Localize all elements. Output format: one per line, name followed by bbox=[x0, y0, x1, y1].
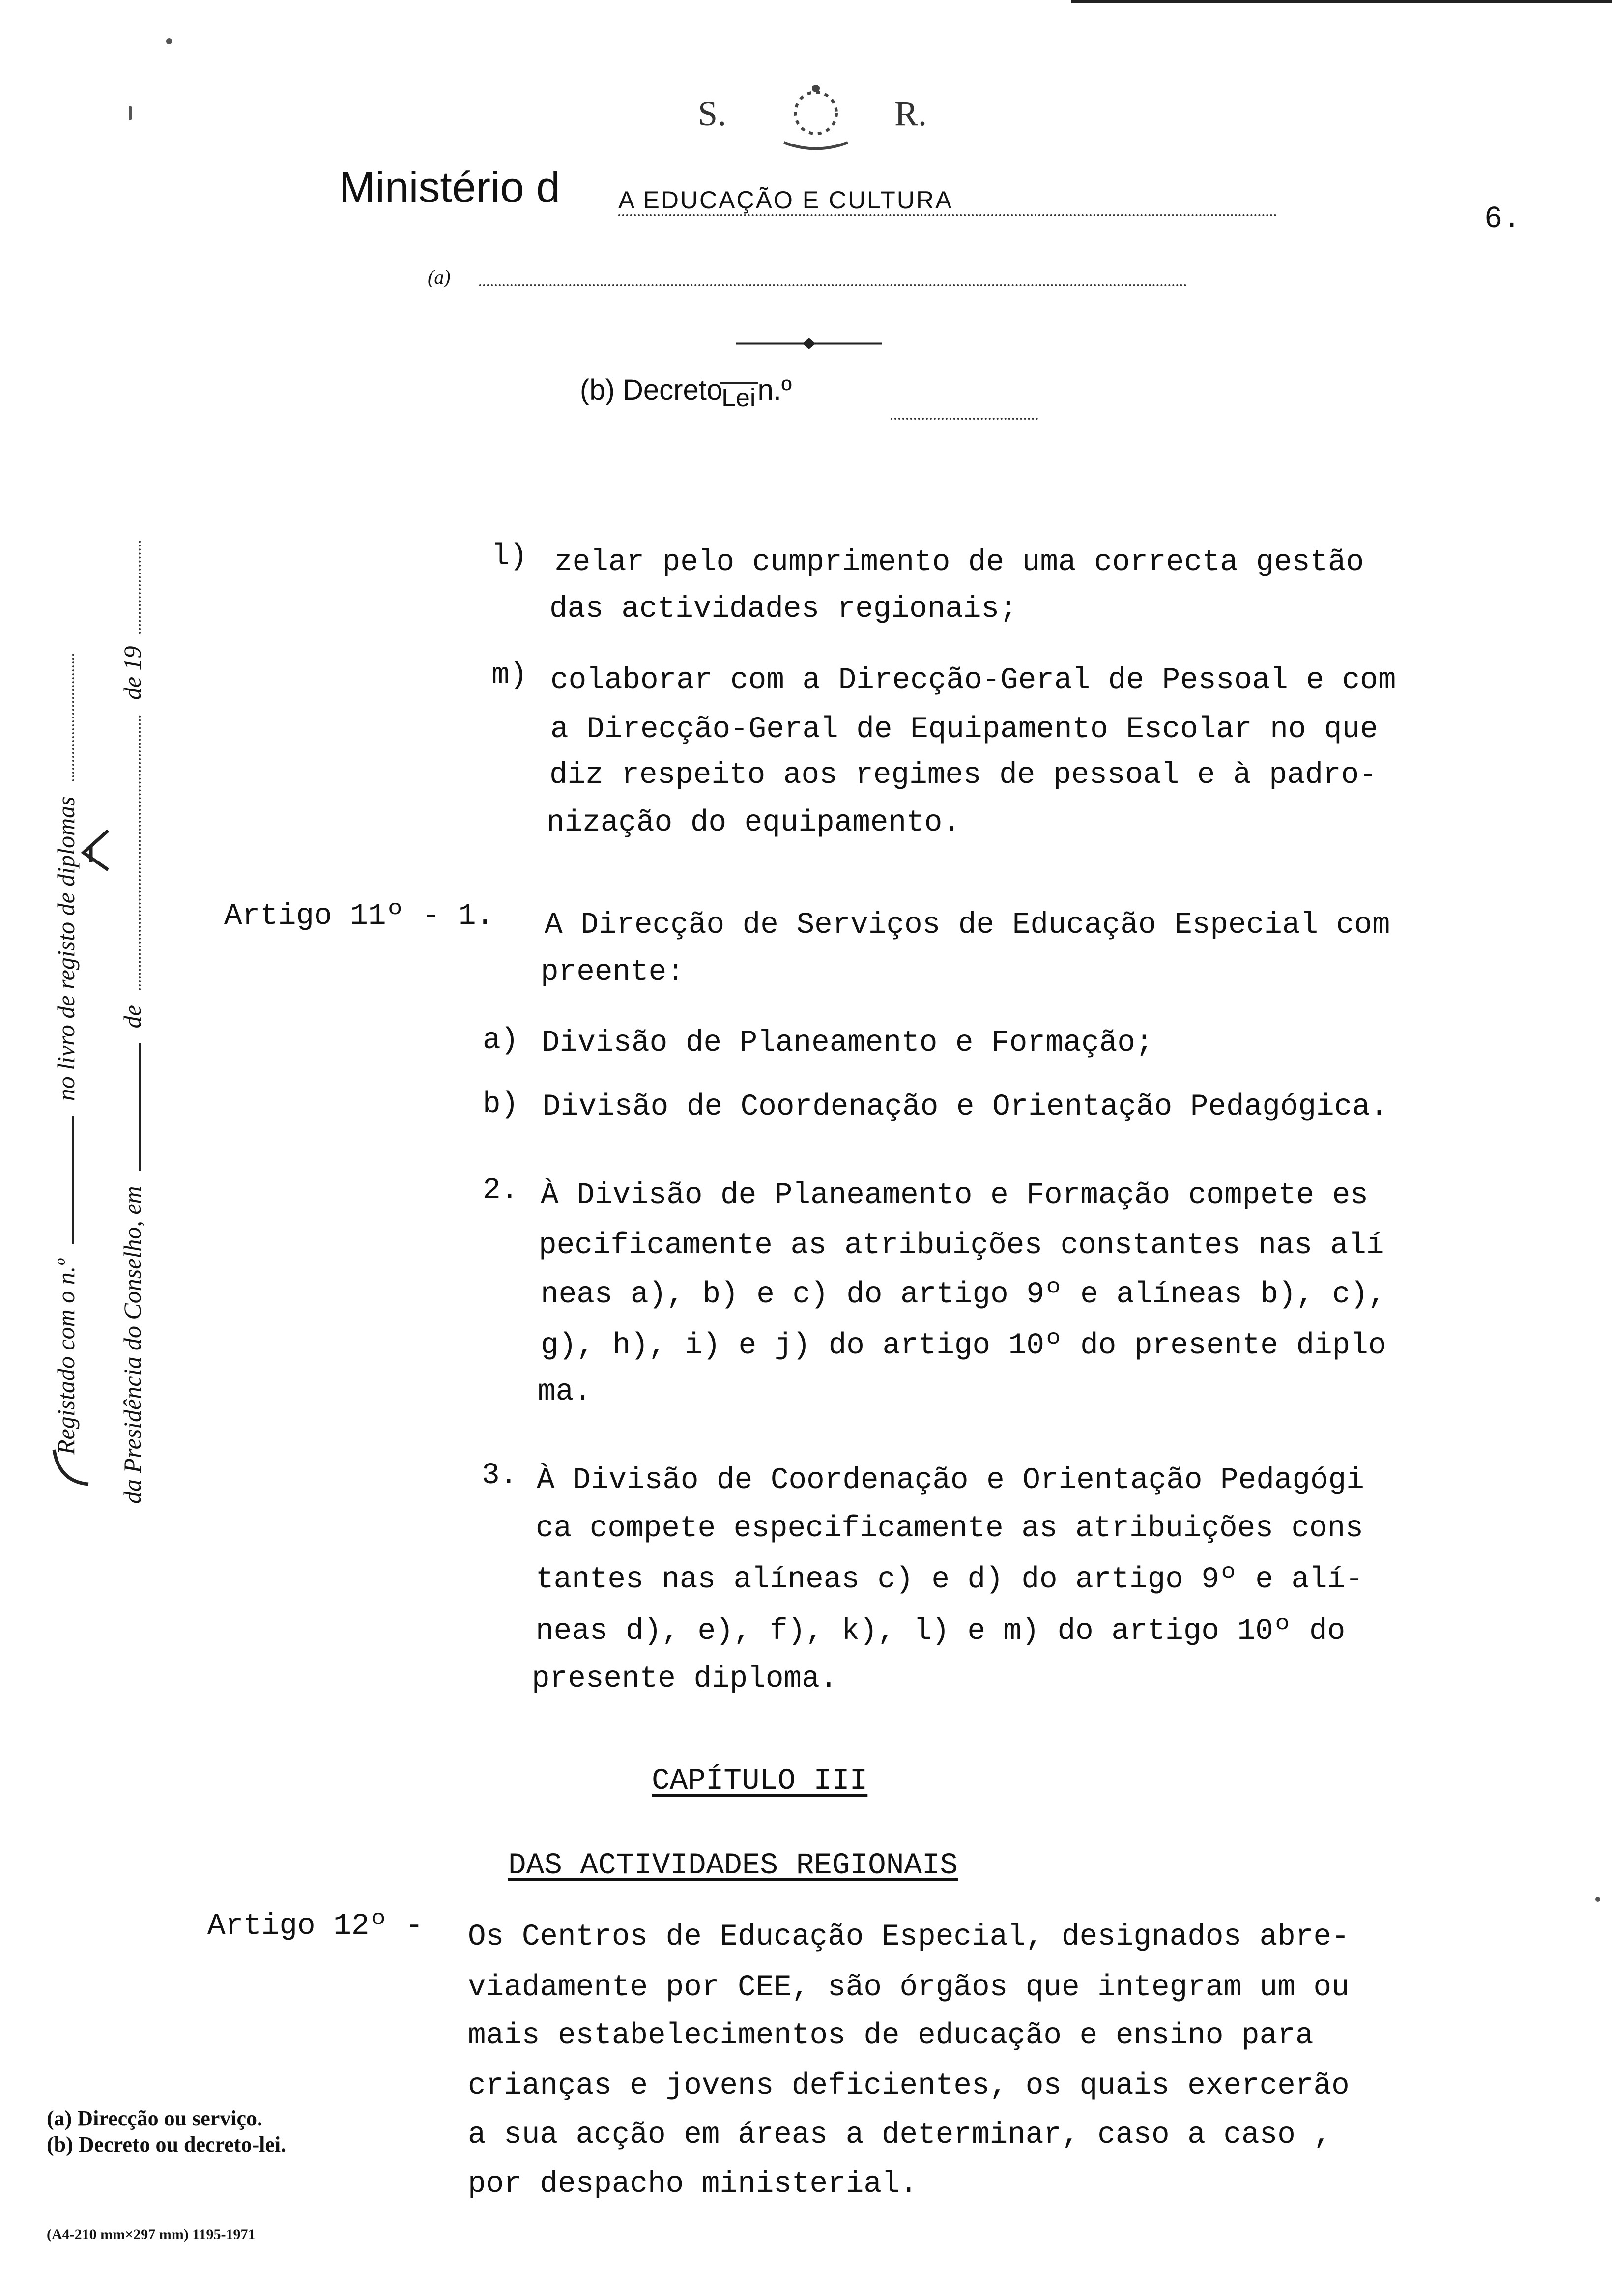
margin-council-line bbox=[118, 541, 146, 1504]
form-code: (A4-210 mm×297 mm) 1195-1971 bbox=[47, 2226, 256, 2242]
paragraph-2-line: ma. bbox=[538, 1375, 592, 1409]
paper-speck bbox=[166, 38, 172, 44]
article-12-line: a sua acção em áreas a determinar, caso a caso , bbox=[468, 2118, 1332, 2152]
article-12-line: Os Centros de Educação Especial, designados abre- bbox=[468, 1920, 1350, 1954]
svg-text:S.: S. bbox=[698, 94, 727, 133]
svg-text:R.: R. bbox=[894, 94, 927, 133]
state-seal bbox=[678, 74, 953, 157]
item-l-line: zelar pelo cumprimento de uma correcta gestão bbox=[554, 545, 1364, 579]
paragraph-3-line: tantes nas alíneas c) e d) do artigo 9º e alí- bbox=[536, 1563, 1363, 1597]
decree-subscript: Lei bbox=[720, 382, 757, 412]
decree-label bbox=[580, 373, 792, 412]
margin-council-text: da Presidência do Conselho, em bbox=[118, 1186, 146, 1504]
margin-blank bbox=[139, 715, 141, 990]
article-11-a-marker: a) bbox=[483, 1024, 519, 1058]
paragraph-2-line: pecificamente as atribuições constantes nas alí bbox=[539, 1229, 1384, 1263]
chapter-subtitle: DAS ACTIVIDADES REGIONAIS bbox=[508, 1849, 958, 1883]
margin-de-text: de bbox=[118, 1005, 146, 1029]
article-12-line: crianças e jovens deficientes, os quais exercerão bbox=[468, 2069, 1350, 2103]
paragraph-3-line: À Divisão de Coordenação e Orientação Pedagógi bbox=[537, 1464, 1364, 1497]
paragraph-3-marker: 3. bbox=[482, 1459, 518, 1492]
margin-bracket-icon bbox=[49, 1445, 93, 1489]
item-m-line: nização do equipamento. bbox=[547, 806, 960, 840]
article-11-a-text: Divisão de Planeamento e Formação; bbox=[542, 1026, 1153, 1060]
article-11-line: preente: bbox=[541, 955, 685, 989]
service-line-label: (a) bbox=[428, 266, 451, 288]
margin-registered-text: Registado com o n.º bbox=[52, 1259, 80, 1455]
page-number: 6. bbox=[1484, 201, 1521, 236]
diamond-rule-icon bbox=[736, 336, 882, 351]
article-12-label: Artigo 12º - bbox=[207, 1909, 424, 1943]
chapter-title: CAPÍTULO III bbox=[652, 1764, 868, 1798]
paragraph-2-line: À Divisão de Planeamento e Formação compete es bbox=[541, 1178, 1368, 1212]
article-12-line: por despacho ministerial. bbox=[468, 2167, 918, 2201]
margin-blank bbox=[139, 1043, 141, 1171]
footnote-a: (a) Direcção ou serviço. bbox=[47, 2106, 263, 2130]
paragraph-2-line: neas a), b) e c) do artigo 9º e alíneas b), c), bbox=[541, 1278, 1386, 1312]
margin-blank bbox=[72, 1116, 74, 1244]
item-m-line: a Direcção-Geral de Equipamento Escolar no que bbox=[550, 713, 1378, 746]
article-11-b-text: Divisão de Coordenação e Orientação Pedagógica. bbox=[543, 1090, 1388, 1124]
article-12-line: viadamente por CEE, são órgãos que integram um ou bbox=[468, 1971, 1350, 2005]
paper-speck bbox=[129, 106, 132, 120]
margin-blank bbox=[139, 541, 141, 634]
footnote-b: (b) Decreto ou decreto-lei. bbox=[47, 2132, 287, 2156]
margin-book-text: no livro de registo de diplomas bbox=[52, 796, 80, 1101]
top-rule bbox=[1071, 0, 1612, 3]
seal-emblem-icon bbox=[678, 74, 953, 157]
ministry-name: A EDUCAÇÃO E CULTURA bbox=[618, 186, 1277, 216]
service-line-blank bbox=[479, 284, 1187, 286]
item-m-marker: m) bbox=[491, 659, 528, 692]
paragraph-3-line: neas d), e), f), k), l) e m) do artigo 10º do bbox=[536, 1614, 1346, 1648]
item-m-line: diz respeito aos regimes de pessoal e à padro- bbox=[549, 758, 1377, 792]
decree-number-label: n.º bbox=[757, 374, 792, 406]
article-11-b-marker: b) bbox=[483, 1088, 519, 1121]
margin-year-text: de 19 bbox=[118, 646, 146, 700]
paragraph-2-marker: 2. bbox=[483, 1174, 519, 1207]
article-11-line: A Direcção de Serviços de Educação Especial com bbox=[545, 908, 1390, 942]
paragraph-2-line: g), h), i) e j) do artigo 10º do presente diplo bbox=[541, 1329, 1386, 1363]
ministry-heading: Ministério d bbox=[339, 163, 560, 211]
paragraph-3-line: presente diploma. bbox=[532, 1662, 838, 1696]
divider-ornament bbox=[736, 336, 882, 351]
decree-number-blank bbox=[891, 418, 1038, 420]
margin-blank bbox=[72, 654, 74, 781]
article-11-label: Artigo 11º - 1. bbox=[224, 899, 494, 933]
article-12-line: mais estabelecimentos de educação e ensino para bbox=[468, 2019, 1314, 2053]
paper-speck bbox=[1595, 1897, 1600, 1902]
margin-mark-icon bbox=[74, 826, 113, 875]
item-l-line: das actividades regionais; bbox=[549, 592, 1017, 626]
item-l-marker: l) bbox=[491, 540, 528, 574]
decree-prefix: (b) Decreto bbox=[580, 374, 723, 406]
item-m-line: colaborar com a Direcção-Geral de Pessoal e com bbox=[550, 663, 1396, 697]
paragraph-3-line: ca compete especificamente as atribuições cons bbox=[536, 1512, 1363, 1546]
margin-registration-line bbox=[52, 654, 80, 1455]
